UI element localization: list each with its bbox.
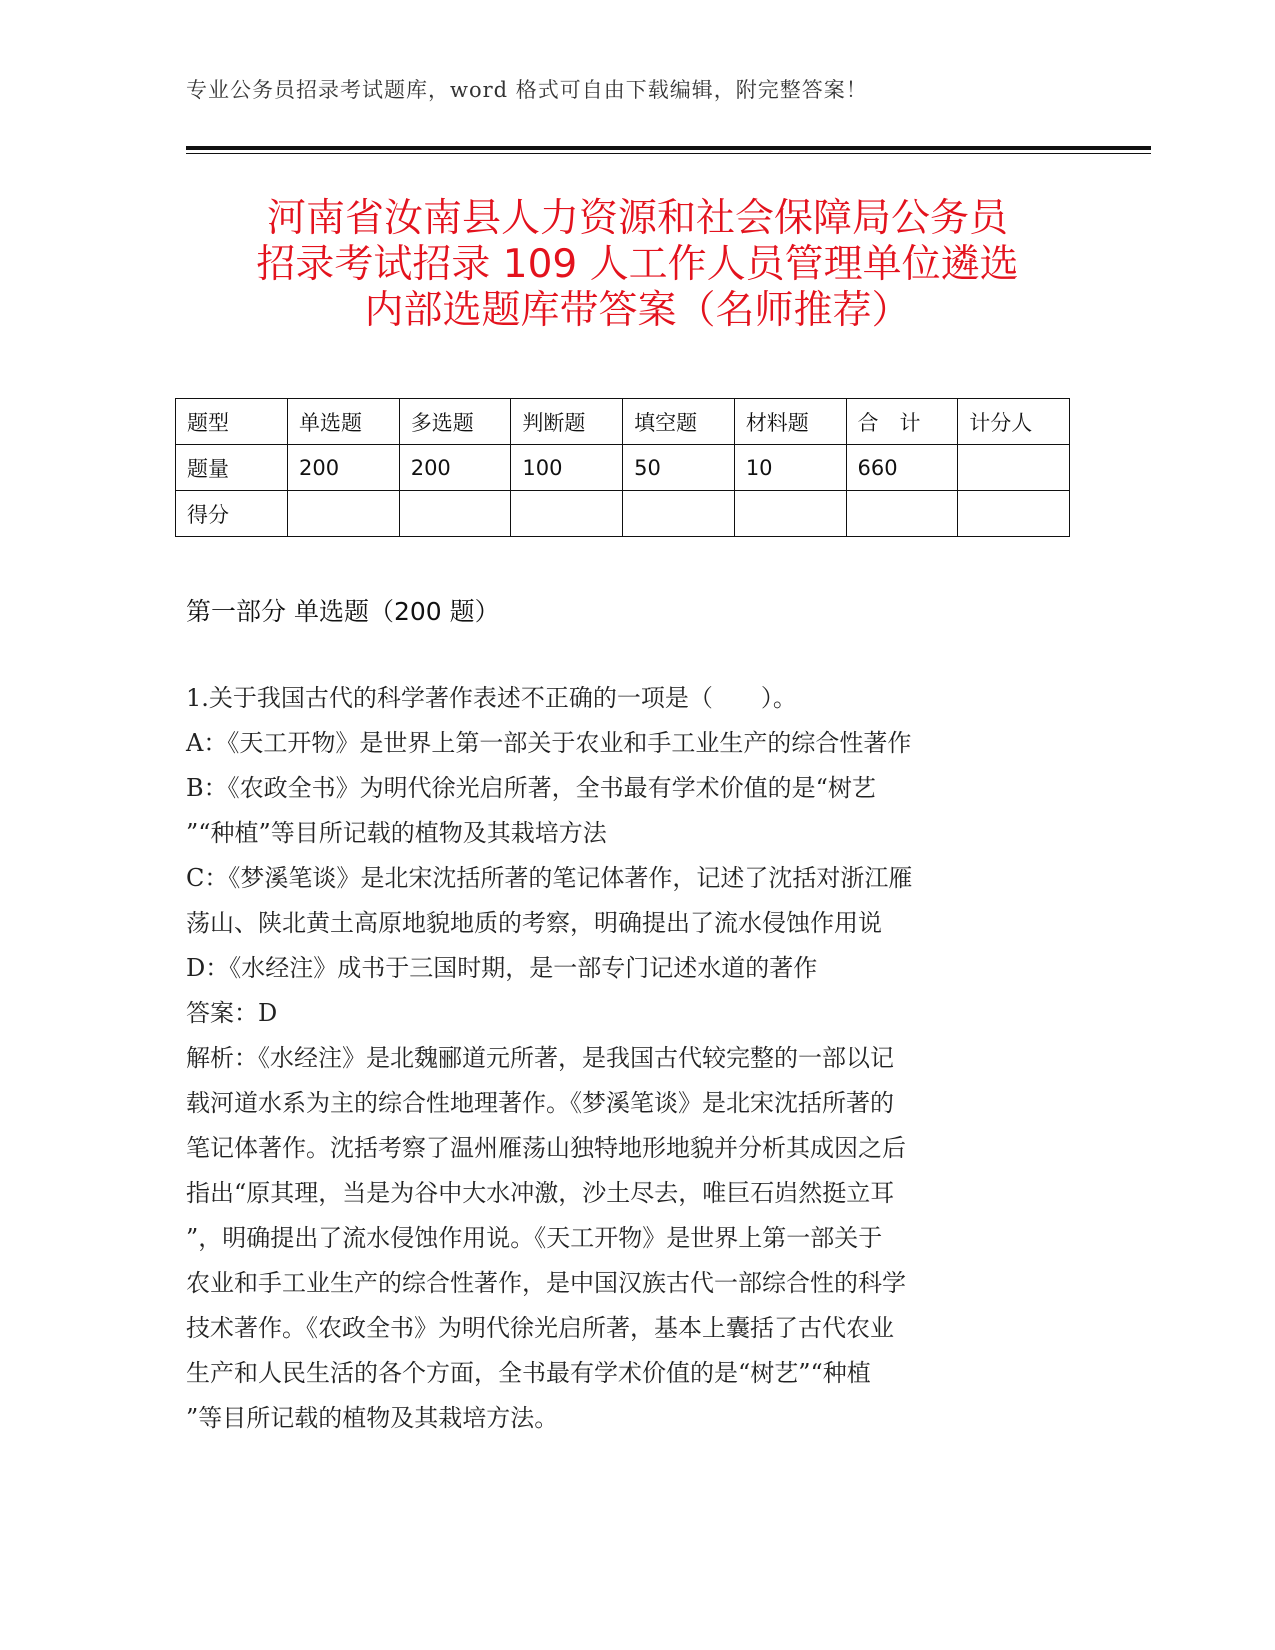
analysis-line: 生产和人民生活的各个方面，全书最有学术价值的是“树艺”“种植 bbox=[186, 1359, 871, 1387]
table-cell: 判断题 bbox=[511, 399, 623, 445]
table-cell: 得分 bbox=[176, 491, 288, 537]
analysis-line: 载河道水系为主的综合性地理著作。《梦溪笔谈》是北宋沈括所著的 bbox=[186, 1089, 894, 1117]
table-cell: 200 bbox=[399, 445, 511, 491]
analysis-line: 技术著作。《农政全书》为明代徐光启所著，基本上囊括了古代农业 bbox=[186, 1314, 894, 1342]
analysis-line: ”等目所记载的植物及其栽培方法。 bbox=[186, 1404, 559, 1432]
table-cell: 计分人 bbox=[958, 399, 1070, 445]
table-cell bbox=[958, 491, 1070, 537]
analysis-line: 笔记体著作。沈括考察了温州雁荡山独特地形地貌并分析其成因之后 bbox=[186, 1134, 906, 1162]
table-cell: 200 bbox=[288, 445, 400, 491]
answer-label: 答案： bbox=[186, 999, 258, 1027]
table-cell: 多选题 bbox=[399, 399, 511, 445]
question-option: B：《农政全书》为明代徐光启所著，全书最有学术价值的是“树艺 bbox=[186, 774, 876, 802]
analysis-line bbox=[186, 1036, 1066, 1081]
answer-line bbox=[186, 991, 1066, 1036]
question-option: 荡山、陕北黄土高原地貌地质的考察，明确提出了流水侵蚀作用说 bbox=[186, 909, 882, 937]
answer-value: D bbox=[258, 999, 278, 1027]
table-cell: 题量 bbox=[176, 445, 288, 491]
table-cell: 50 bbox=[623, 445, 735, 491]
table-cell bbox=[288, 491, 400, 537]
title-line: 内部选题库带答案（名师推荐） bbox=[364, 288, 911, 333]
question-option: D：《水经注》成书于三国时期，是一部专门记述水道的著作 bbox=[186, 954, 818, 982]
header-note: 专业公务员招录考试题库，word 格式可自由下载编辑，附完整答案！ bbox=[186, 78, 868, 102]
table-cell: 合 计 bbox=[846, 399, 958, 445]
section-heading: 第一部分 单选题（200 题） bbox=[186, 597, 500, 626]
table-cell: 题型 bbox=[176, 399, 288, 445]
title-line: 河南省汝南县人力资源和社会保障局公务员 bbox=[266, 196, 1008, 241]
analysis-label: 解析： bbox=[186, 1044, 258, 1072]
table-row bbox=[176, 445, 1070, 491]
question-block bbox=[186, 676, 1066, 1441]
title-line: 招录考试招录 109 人工作人员管理单位遴选 bbox=[256, 242, 1019, 287]
score-table bbox=[175, 398, 1070, 537]
table-cell bbox=[958, 445, 1070, 491]
header-rule-thin bbox=[186, 153, 1151, 154]
table-cell: 10 bbox=[734, 445, 846, 491]
table-cell: 材料题 bbox=[734, 399, 846, 445]
header-rule-thick bbox=[186, 146, 1151, 150]
question-option: A：《天工开物》是世界上第一部关于农业和手工业生产的综合性著作 bbox=[186, 729, 912, 757]
table-cell: 填空题 bbox=[623, 399, 735, 445]
analysis-text: 《水经注》是北魏郦道元所著，是我国古代较完整的一部以记 bbox=[258, 1044, 894, 1072]
table-cell bbox=[623, 491, 735, 537]
question-option: C：《梦溪笔谈》是北宋沈括所著的笔记体著作，记述了沈括对浙江雁 bbox=[186, 864, 913, 892]
analysis-line: 农业和手工业生产的综合性著作，是中国汉族古代一部综合性的科学 bbox=[186, 1269, 906, 1297]
table-row bbox=[176, 399, 1070, 445]
analysis-line: 指出“原其理，当是为谷中大水冲激，沙土尽去，唯巨石岿然挺立耳 bbox=[186, 1179, 895, 1207]
table-cell bbox=[846, 491, 958, 537]
table-cell bbox=[734, 491, 846, 537]
table-cell bbox=[511, 491, 623, 537]
table-cell: 100 bbox=[511, 445, 623, 491]
question-option: ”“种植”等目所记载的植物及其栽培方法 bbox=[186, 819, 607, 847]
document-title bbox=[160, 196, 1115, 334]
table-cell: 单选题 bbox=[288, 399, 400, 445]
analysis-line: ”，明确提出了流水侵蚀作用说。《天工开物》是世界上第一部关于 bbox=[186, 1224, 883, 1252]
table-row bbox=[176, 491, 1070, 537]
table-cell: 660 bbox=[846, 445, 958, 491]
table-cell bbox=[399, 491, 511, 537]
question-stem: 1.关于我国古代的科学著作表述不正确的一项是（ ）。 bbox=[186, 684, 797, 712]
